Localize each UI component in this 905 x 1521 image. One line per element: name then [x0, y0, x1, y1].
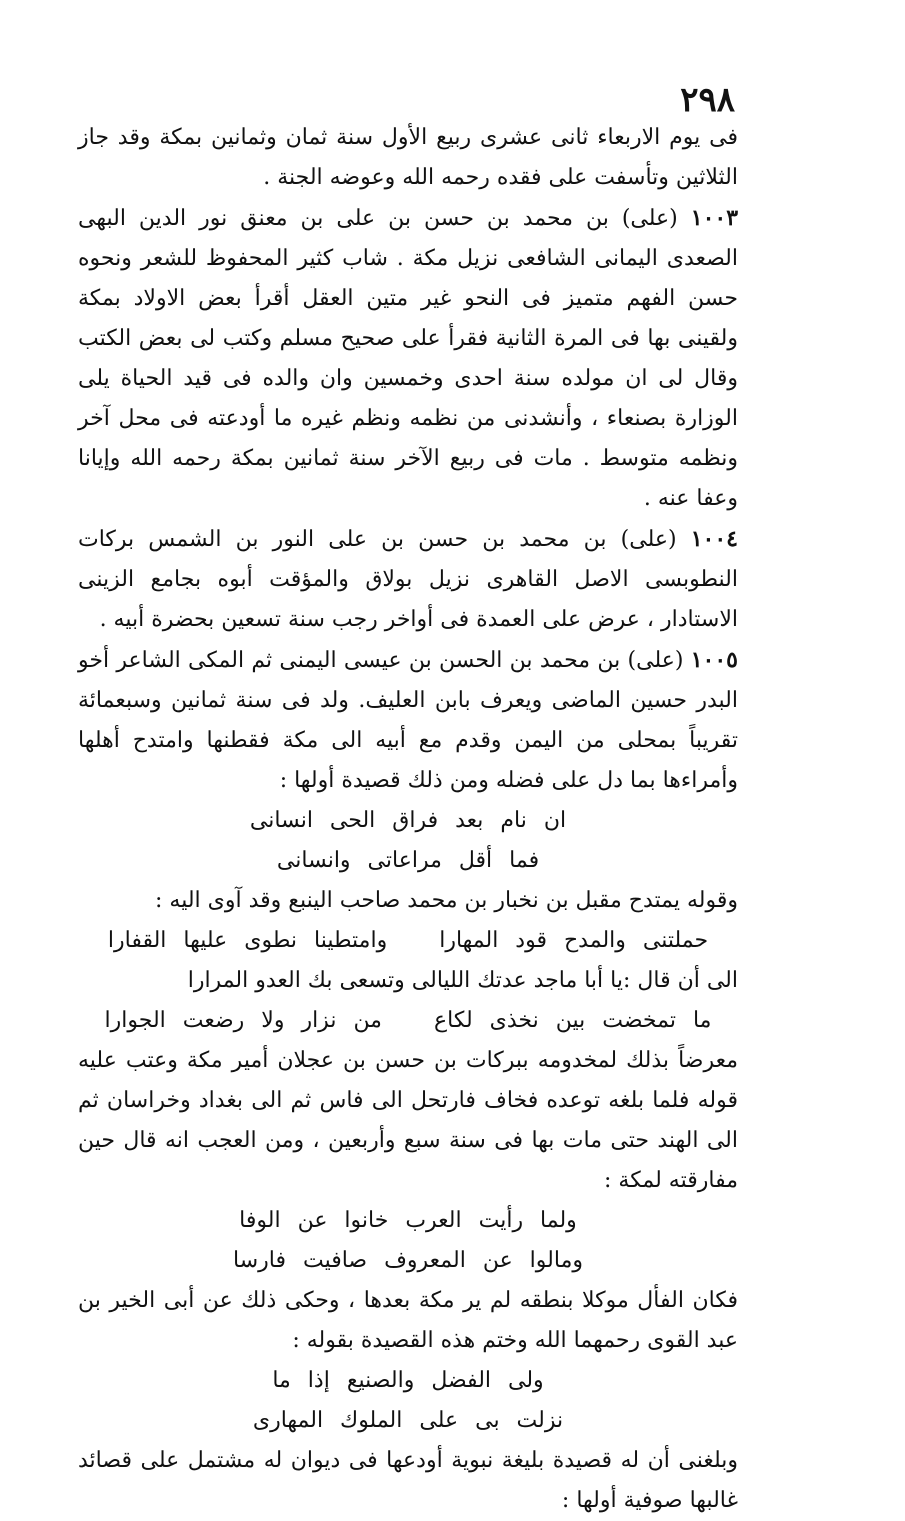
verse-second-hemistich: ومالوا عن المعروف صافيت فارسا	[233, 1248, 583, 1273]
paragraph	[78, 1441, 738, 1521]
paragraph-text: (على) بن محمد بن حسن بن على النور بن الشمس بركات النطوبسى الاصل القاهرى نزيل بولاق والمؤقت أبوه بجامع الزينى الاستادار ، عرض على العمدة فى أواخر رجب سنة تسعين بحضرة أبيه .	[78, 527, 738, 632]
verse-line	[78, 921, 738, 961]
page-body	[78, 118, 738, 1521]
verse-first-hemistich: ما تمخضت بين نخذى لكاع	[433, 1008, 712, 1033]
biography-entry	[78, 519, 738, 640]
paragraph-text: وبلغنى أن له قصيدة بليغة نبوية أودعها فى ديوان له مشتمل على قصائد غالبها صوفية أولها :	[78, 1448, 738, 1513]
biography-entry	[78, 198, 738, 519]
verse-line	[78, 1361, 738, 1441]
verse-line	[78, 1001, 738, 1041]
paragraph-text: فكان الفأل موكلا بنطقه لم ير مكة بعدها ، وحكى ذلك عن أبى الخير بن عبد القوى رحمهما الله وختم هذه القصيدة بقوله :	[78, 1288, 738, 1353]
paragraph-text: معرضاً بذلك لمخدومه ببركات بن حسن بن عجلان أمير مكة وعتب عليه قوله فلما بلغه توعده فخاف فارتحل الى فاس ثم الى بغداد وخراسان ثم الى الهند حتى مات بها فى سنة سبع وأربعين ، ومن العجب انه قال حين مفارقته لمكة :	[78, 1048, 738, 1193]
verse-second-hemistich: من نزار ولا رضعت الجوارا	[104, 1008, 382, 1033]
entry-number: ١٠٠٤	[690, 526, 738, 552]
paragraph	[78, 961, 738, 1001]
verse-second-hemistich: فما أقل مراعاتى وانسانى	[276, 848, 540, 873]
paragraph	[78, 1041, 738, 1201]
verse-second-hemistich: نزلت بى على الملوك المهارى	[252, 1408, 564, 1433]
entry-number: ١٠٠٣	[690, 205, 739, 231]
paragraph-text: فى يوم الاربعاء ثانى عشرى ربيع الأول سنة ثمان وثمانين بمكة وقد جاز الثلاثين وتأسفت على فقده رحمه الله وعوضه الجنة .	[78, 125, 738, 190]
page-number: ٢٩٨	[680, 80, 735, 120]
entry-number: ١٠٠٥	[690, 647, 738, 673]
paragraph	[78, 1281, 738, 1361]
paragraph-text: وقوله يمتدح مقبل بن نخبار بن محمد صاحب الينبع وقد آوى اليه :	[155, 888, 738, 913]
paragraph-text: (على) بن محمد بن الحسن بن عيسى اليمنى ثم المكى الشاعر أخو البدر حسين الماضى ويعرف بابن العليف. ولد فى سنة ثمانين وسبعمائة تقريباً بمحلى من اليمن وقدم مع أبيه الى مكة فقطنها وامتدح أهلها وأمراءها بما دل على فضله ومن ذلك قصيدة أولها :	[78, 648, 738, 793]
verse-first-hemistich: ولما رأيت العرب خانوا عن الوفا	[239, 1208, 577, 1233]
verse-first-hemistich: ولى الفضل والصنيع إذا ما	[272, 1368, 544, 1393]
verse-line	[78, 1201, 738, 1281]
paragraph-text: الى أن قال :يا أبا ماجد عدتك الليالى وتسعى بك العدو المرارا	[187, 968, 738, 993]
verse-first-hemistich: ان نام بعد فراق الحى انسانى	[249, 808, 567, 833]
verse-line	[78, 801, 738, 881]
paragraph	[78, 881, 738, 921]
verse-second-hemistich: وامتطينا نطوى عليها القفارا	[107, 928, 388, 953]
biography-entry	[78, 640, 738, 801]
paragraph	[78, 118, 738, 198]
verse-first-hemistich: حملتنى والمدح قود المهارا	[439, 928, 709, 953]
paragraph-text: (على) بن محمد بن حسن بن على بن معنق نور الدين البهى الصعدى اليمانى الشافعى نزيل مكة . شاب كثير المحفوظ للشعر ونحوه حسن الفهم متميز فى النحو غير متين العقل أقرأ بعض الاولاد بمكة ولقينى بها فى المرة الثانية فقرأ على صحيح مسلم وكتب لى بعض الكتب وقال لى ان مولده سنة احدى وخمسين وان والده فى قيد الحياة يلى الوزارة بصنعاء ، وأنشدنى من نظمه ونظم غيره ما أودعته فى محل آخر ونظمه متوسط . مات فى ربيع الآخر سنة ثمانين بمكة رحمه الله وإيانا وعفا عنه .	[78, 206, 738, 511]
